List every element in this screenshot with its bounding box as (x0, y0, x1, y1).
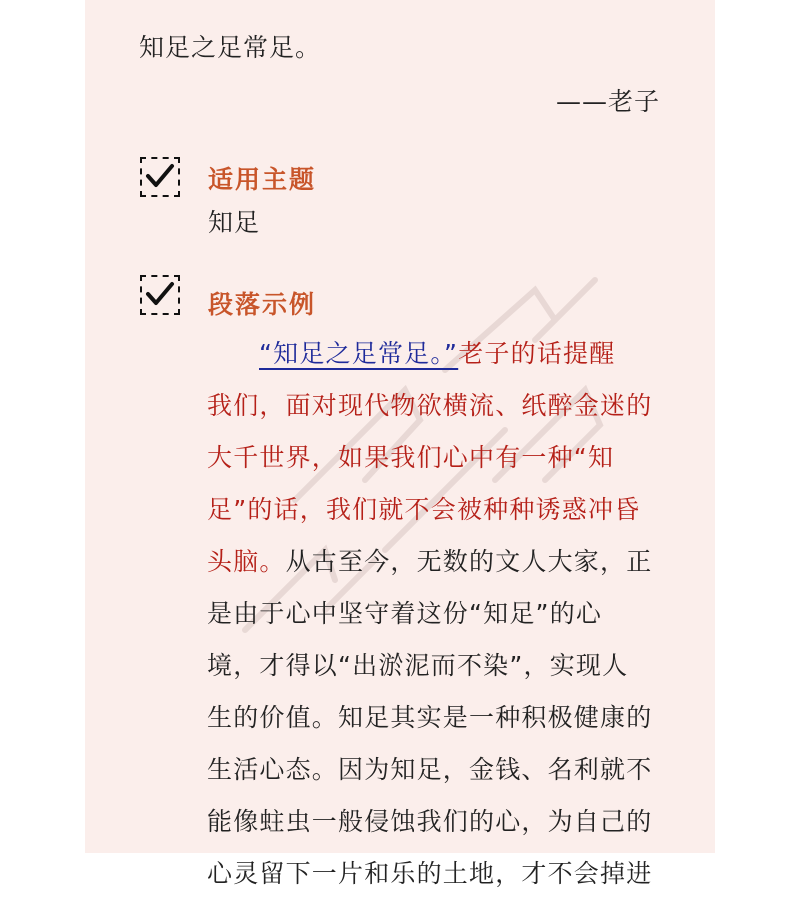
checked-box-icon (140, 275, 180, 315)
paragraph-line: 境，才得以“出淤泥而不染”，实现人 (207, 651, 629, 680)
section-title-example: 段落示例 (208, 290, 317, 319)
example-paragraph (207, 328, 653, 900)
paragraph-line: 是由于心中坚守着这份“知足”的心 (207, 599, 603, 628)
paragraph-line: 心灵留下一片和乐的土地，才不会掉进 (207, 859, 653, 888)
section-title-theme: 适用主题 (208, 165, 317, 194)
quote-author: ——老子 (555, 87, 660, 116)
checked-box-icon (140, 157, 180, 197)
paragraph-text: 头脑。 (207, 547, 286, 576)
paragraph-line: 生活心态。因为知足，金钱、名利就不 (207, 755, 653, 784)
paragraph-line: 能像蛀虫一般侵蚀我们的心，为自己的 (207, 807, 653, 836)
paragraph-line: 我们，面对现代物欲横流、纸醉金迷的 (207, 391, 653, 420)
document-page (85, 0, 715, 888)
paragraph-line: 生的价值。知足其实是一种积极健康的 (207, 703, 653, 732)
paragraph-line (207, 328, 647, 380)
paragraph-line: 大千世界，如果我们心中有一种“知 (207, 443, 615, 472)
paragraph-text: 从古至今，无数的文人大家，正 (285, 547, 653, 576)
quote-text: 知足之足常足。 (139, 33, 322, 62)
paragraph-line: 足”的话，我们就不会被种种诱惑冲昏 (207, 495, 641, 524)
paragraph-line (207, 536, 653, 588)
theme-value: 知足 (208, 208, 261, 237)
quote-link[interactable]: “知足之足常足。” (259, 339, 459, 368)
paragraph-text: 老子的话提醒 (458, 339, 616, 368)
